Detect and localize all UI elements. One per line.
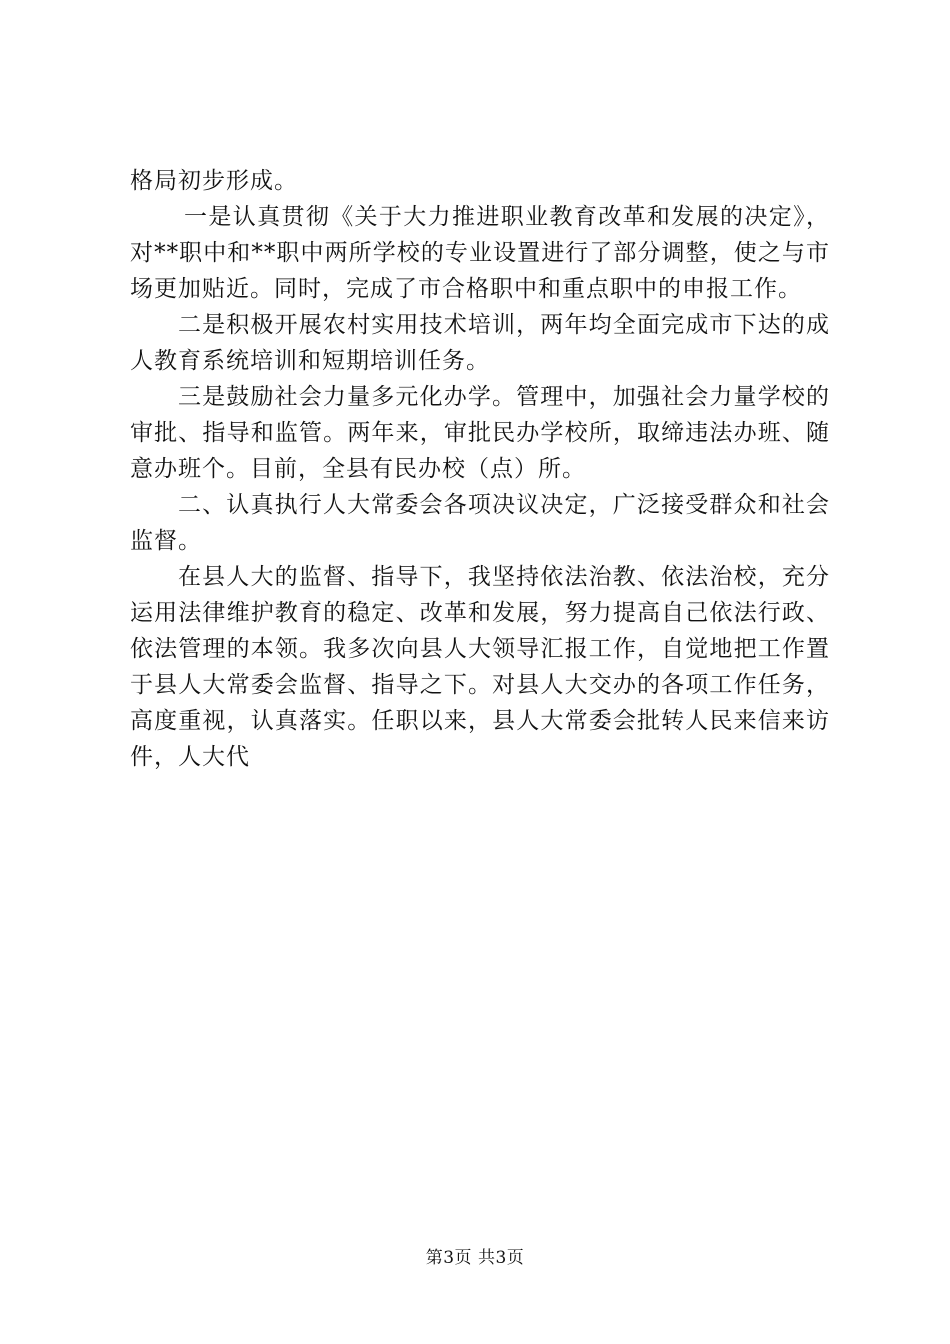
paragraph-continuation: 格局初步形成。 [130,168,298,194]
paragraph-item-one: 一是认真贯彻《关于大力推进职业教育改革和发展的决定》，对**职中和**职中两所学校的专业设置进行了部分调整，使之与市场更加贴近。同时，完成了市合格职中和重点职中的申报工作。 [130,204,830,302]
document-body [130,163,830,775]
page-number-footer: 第3页 共3页 [425,1248,525,1268]
paragraph-item-two: 二是积极开展农村实用技术培训，两年均全面完成市下达的成人教育系统培训和短期培训任务。 [130,312,830,374]
paragraph-item-three: 三是鼓励社会力量多元化办学。管理中，加强社会力量学校的审批、指导和监管。两年来，审批民办学校所，取缔违法办班、随意办班个。目前，全县有民办校（点）所。 [130,384,830,482]
paragraph-supervision: 在县人大的监督、指导下，我坚持依法治教、依法治校，充分运用法律维护教育的稳定、改革和发展，努力提高自己依法行政、依法管理的本领。我多次向县人大领导汇报工作，自觉地把工作置于县人大常委会监督、指导之下。对县人大交办的各项工作任务，高度重视，认真落实。任职以来，县人大常委会批转人民来信来访件，人大代 [130,564,830,770]
section-heading-two: 二、认真执行人大常委会各项决议决定，广泛接受群众和社会监督。 [130,492,830,554]
